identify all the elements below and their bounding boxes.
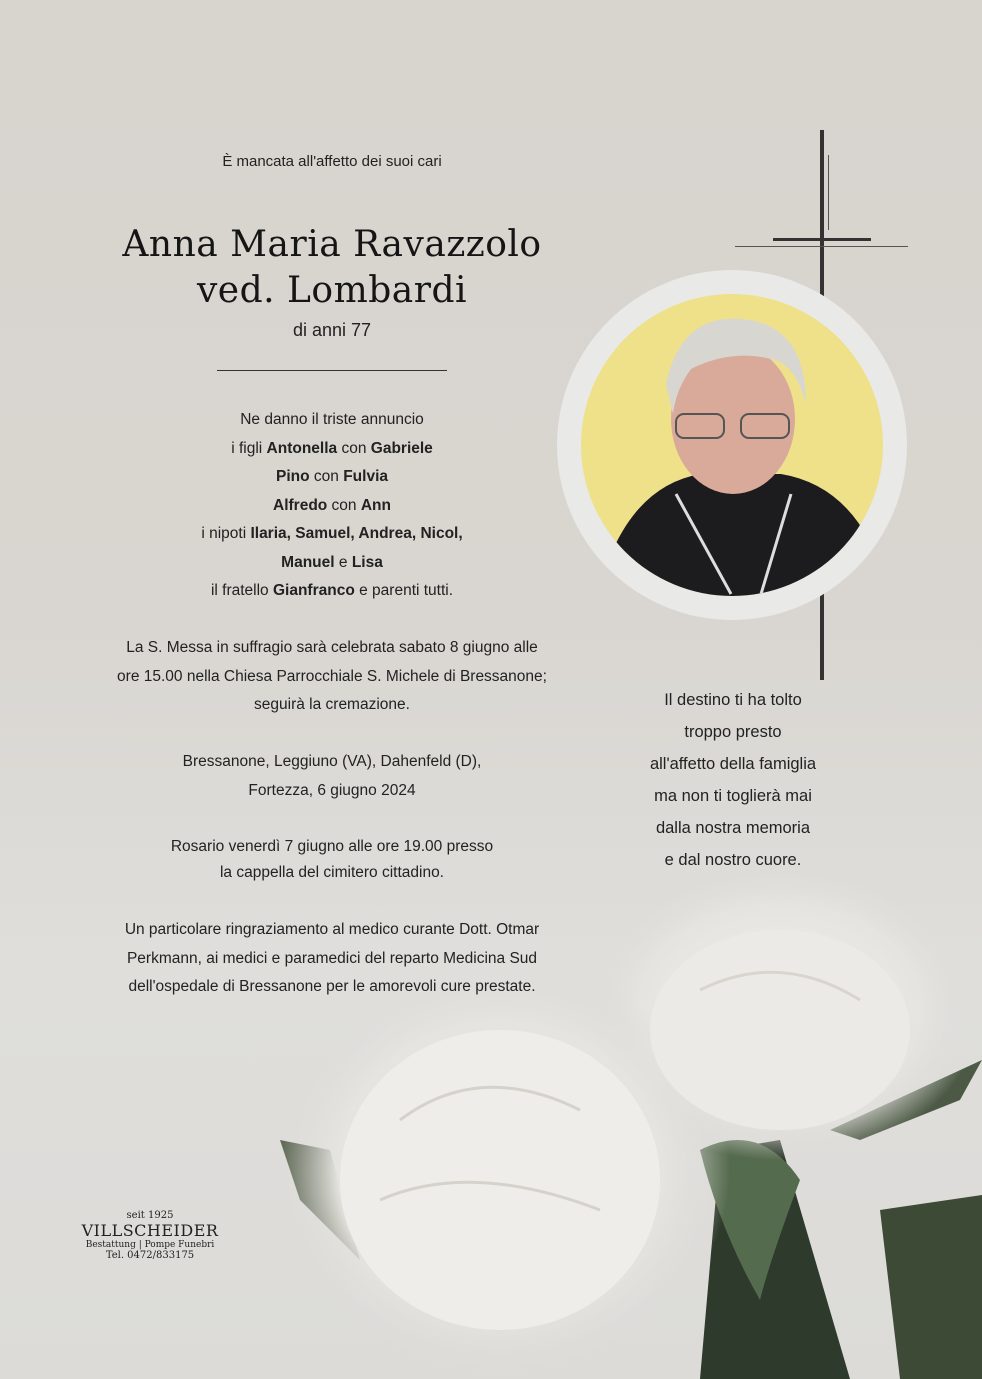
text-line: La S. Messa in suffragio sarà celebrata sabato 8 giugno alle [126, 639, 538, 656]
text-line: troppo presto [684, 723, 782, 741]
text-line: dalla nostra memoria [655, 819, 811, 837]
text-line: la cappella del cimitero cittadino. [219, 864, 444, 881]
family-name: Pino [276, 468, 310, 485]
family-name: Ilaria, Samuel, Andrea, Nicol, [250, 525, 463, 542]
text-line: Bressanone, Leggiuno (VA), Dahenfeld (D), [182, 753, 482, 770]
family-name: Fulvia [343, 468, 388, 485]
deceased-name [82, 222, 582, 314]
family-line [82, 520, 582, 549]
cross-line [828, 155, 829, 230]
family-text: con [337, 439, 371, 457]
family-name: Ann [360, 496, 391, 514]
text-line: e dal nostro cuore. [664, 851, 802, 869]
family-line [82, 577, 582, 606]
family-text: i figli [231, 439, 267, 457]
age: di anni 77 [292, 320, 372, 340]
rosary-info [82, 834, 582, 886]
family-text: con [327, 496, 361, 514]
family-line [82, 549, 582, 578]
text-line: Un particolare ringraziamento al medico curante Dott. Otmar [124, 921, 540, 938]
divider [217, 370, 447, 371]
family-text: il fratello [210, 582, 273, 599]
family-name: Antonella [266, 439, 338, 457]
family-text: con [309, 468, 344, 485]
intro-text: È mancata all'affetto dei suoi cari [222, 153, 442, 170]
family-name: Alfredo [273, 496, 328, 514]
text-line: ma non ti toglierà mai [654, 787, 812, 805]
text-line: Perkmann, ai medici e paramedici del reparto Medicina Sud [126, 949, 538, 967]
name-line-1: Anna Maria Ravazzolo [122, 224, 542, 265]
thanks-text [82, 916, 582, 1002]
text-line: dell'ospedale di Bressanone per le amorevoli cure prestate. [128, 978, 536, 995]
family-name: Gabriele [370, 439, 433, 457]
family-name: Lisa [351, 553, 383, 571]
family-text: Ne danno il triste annuncio [240, 411, 424, 428]
logo-since: seit 1925 [126, 1210, 174, 1221]
text-line: ore 15.00 nella Chiesa Parrocchiale S. Michele di Bressanone; [117, 667, 547, 685]
place-date [82, 748, 582, 805]
name-line-2: ved. Lombardi [196, 270, 468, 311]
cross-bar [773, 238, 871, 241]
family-line [82, 463, 582, 492]
family-name: Gianfranco [272, 582, 355, 599]
family-name: Manuel [281, 553, 335, 571]
family-announcement [82, 406, 582, 606]
mass-info [82, 634, 582, 720]
portrait-photo [581, 294, 883, 596]
logo-phone: Tel. 0472/833175 [105, 1250, 195, 1261]
text-line: seguirà la cremazione. [254, 696, 410, 713]
family-line [82, 406, 582, 435]
family-text: i nipoti [201, 525, 251, 542]
text-line: all'affetto della famiglia [649, 755, 817, 773]
text-line: Rosario venerdì 7 giugno alle ore 19.00 presso [170, 838, 494, 855]
family-text: e [334, 553, 352, 571]
cross-bar-thin [735, 246, 908, 247]
text-line: Il destino ti ha tolto [664, 691, 802, 709]
logo-tagline: Bestattung | Pompe Funebri [85, 1240, 215, 1250]
logo-name: VILLSCHEIDER [81, 1221, 219, 1240]
family-line [82, 435, 582, 464]
family-text: e parenti tutti. [354, 582, 454, 599]
memorial-poem [613, 684, 853, 876]
funeral-home-logo [80, 1210, 220, 1261]
text-line: Fortezza, 6 giugno 2024 [248, 781, 416, 799]
family-line [82, 492, 582, 521]
